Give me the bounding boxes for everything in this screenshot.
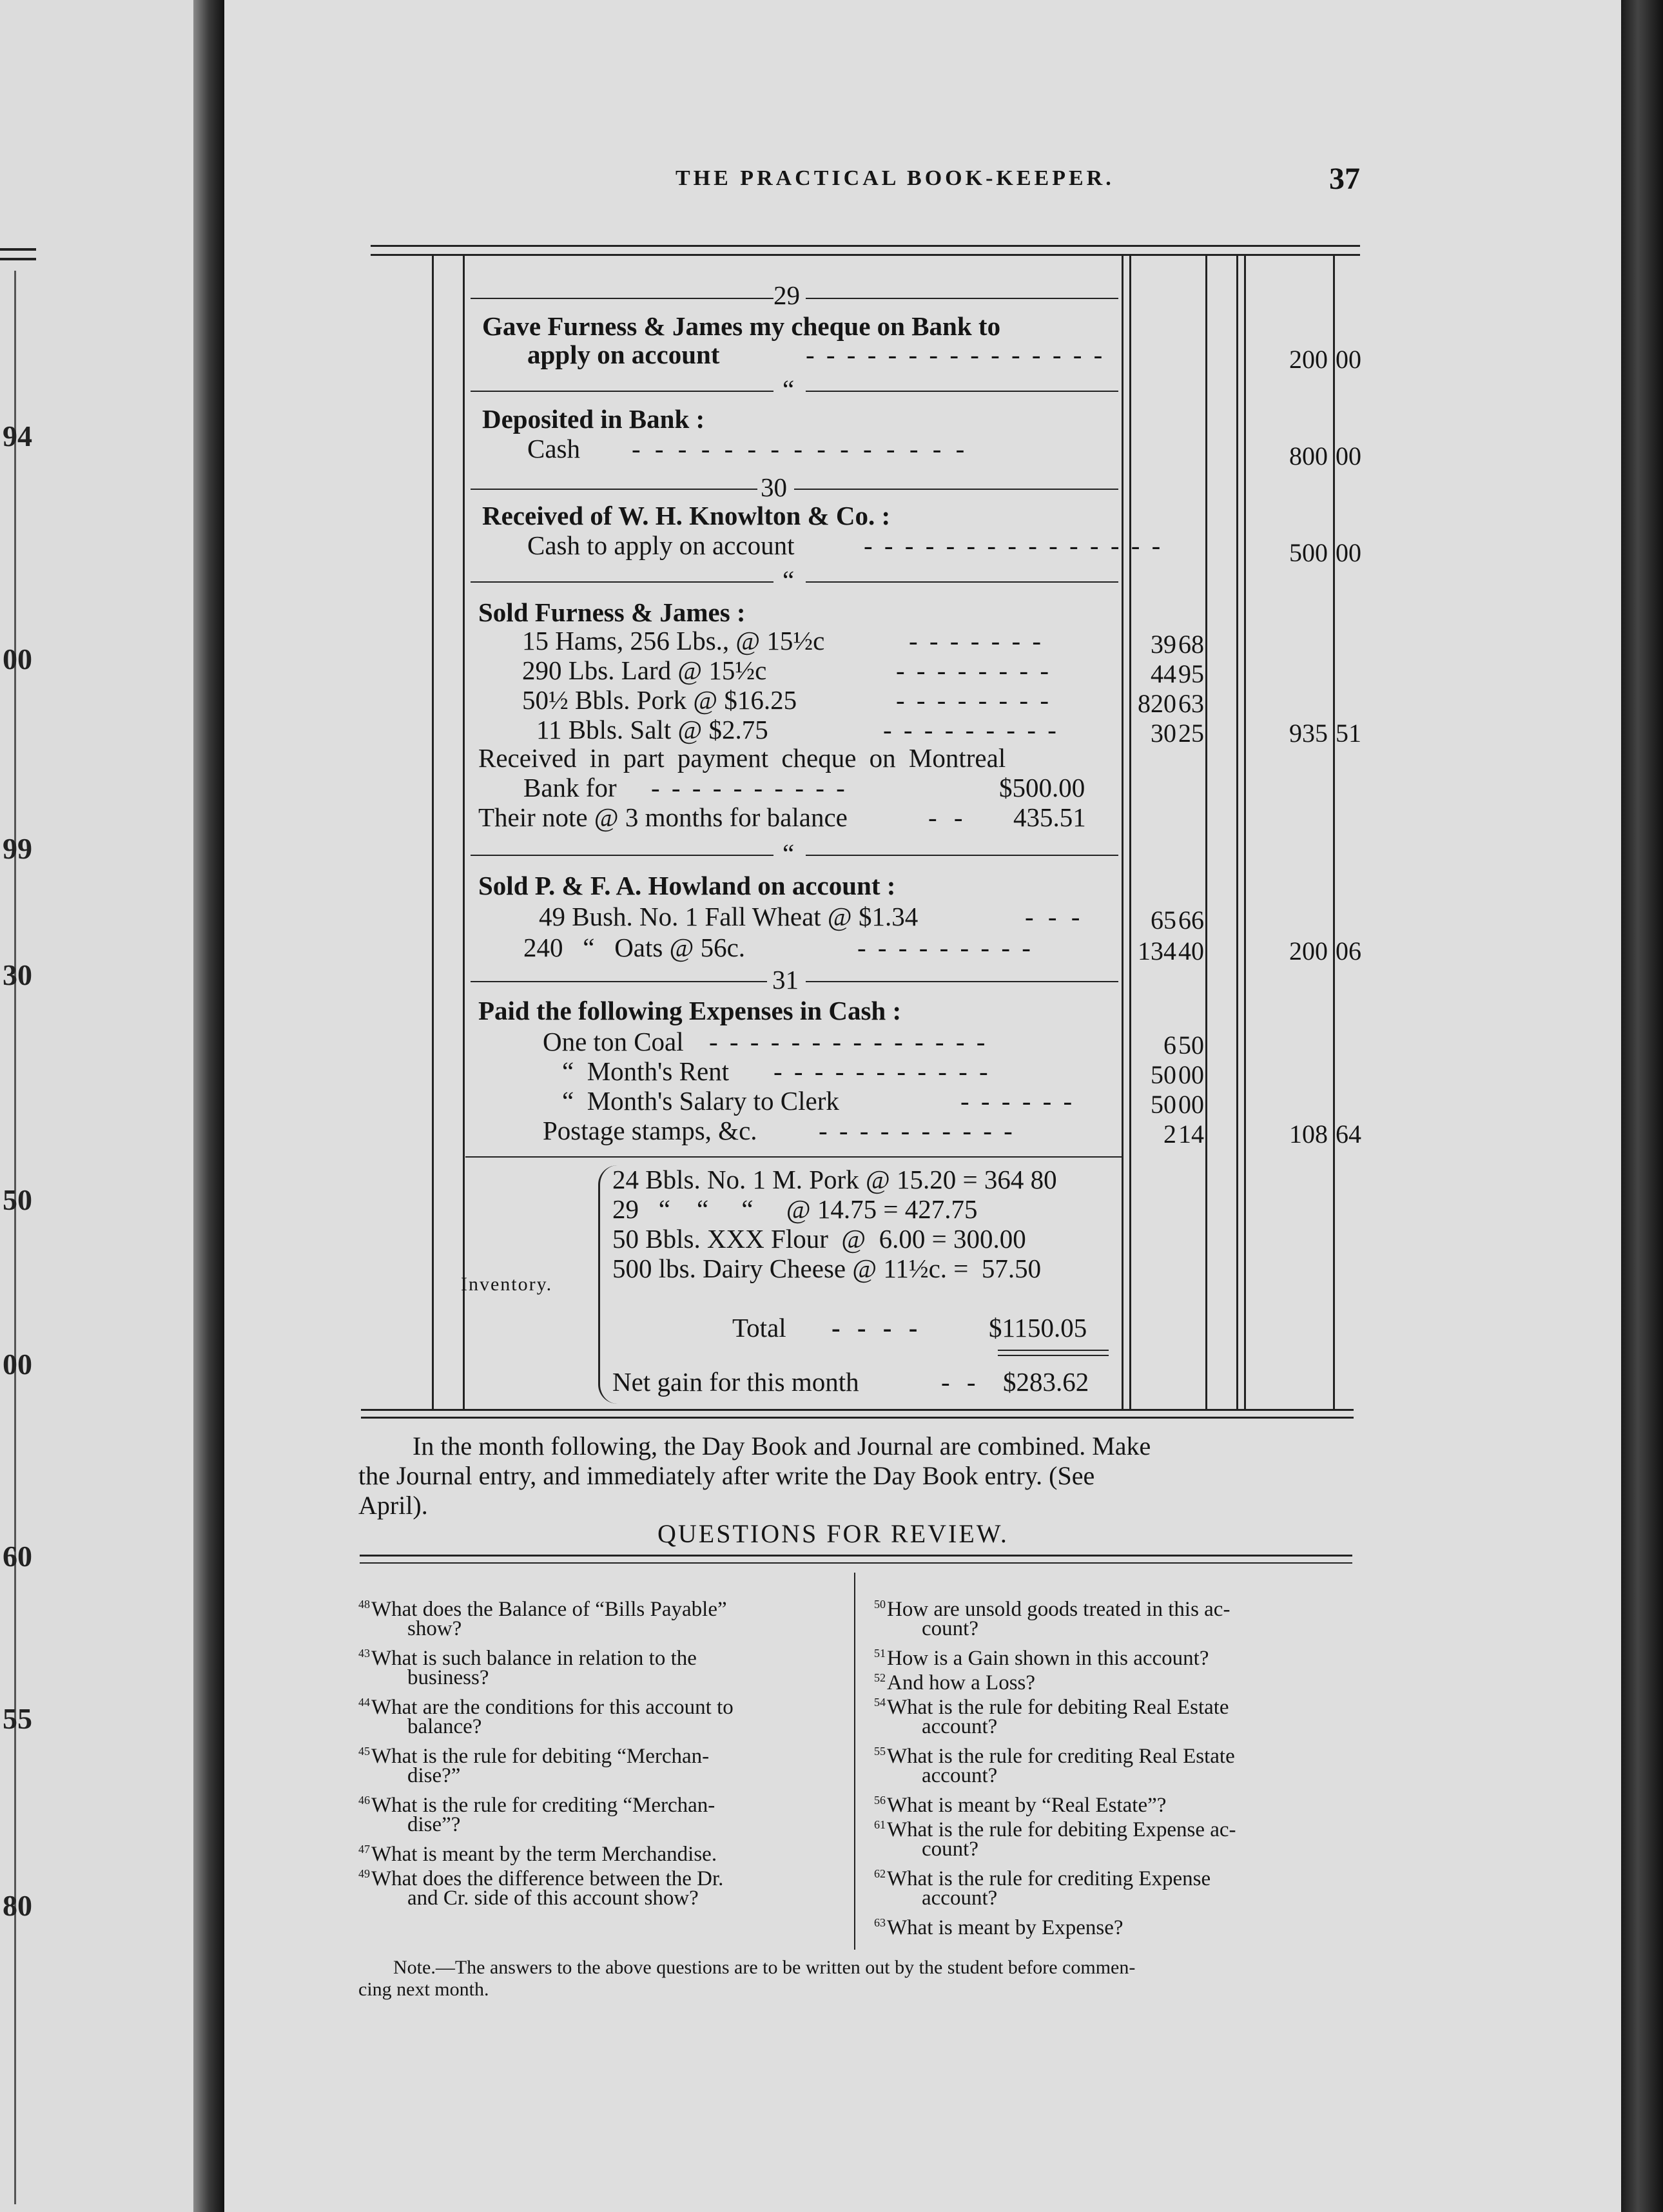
debit-dollars: 44 xyxy=(1151,659,1176,688)
question-number: 56 xyxy=(874,1794,886,1807)
ledger-column-rule xyxy=(1236,255,1238,1409)
date-separator-rule xyxy=(806,855,1118,856)
credit-dollars: 200 xyxy=(1289,936,1328,965)
entry-item: 15 Hams, 256 Lbs., @ 15½c xyxy=(522,626,825,655)
question-text: How are unsold goods treated in this ac- xyxy=(887,1598,1230,1621)
entry-item: “ Month's Rent xyxy=(562,1056,730,1086)
question-text: What is the rule for debiting Real Estate xyxy=(887,1696,1229,1719)
leader-dots: - - - - - - - - - - xyxy=(651,773,848,802)
facing-page-number: 00 xyxy=(3,643,32,675)
debit-cents: 95 xyxy=(1178,659,1204,688)
questions-top-rule xyxy=(360,1555,1352,1557)
body-paragraph-line: April). xyxy=(358,1491,428,1520)
debit-cents: 63 xyxy=(1178,689,1204,718)
date-separator-rule xyxy=(471,298,773,299)
question-number: 63 xyxy=(874,1916,886,1929)
facing-page-number: 80 xyxy=(3,1889,32,1922)
question-text: What is the rule for crediting “Merchan- xyxy=(371,1794,715,1817)
question-text: account? xyxy=(922,1887,998,1910)
credit-dollars: 800 xyxy=(1289,441,1328,471)
book-gutter xyxy=(193,0,224,2212)
leader-dots: - - - - - - - - - - - xyxy=(773,1056,991,1086)
entry-text: Cash to apply on account xyxy=(527,530,795,560)
leader-dots: - - - - - - - - - - - - - - xyxy=(709,1027,988,1056)
leader-dots: - - - - - - - - xyxy=(896,655,1051,685)
question-text: business? xyxy=(407,1666,489,1689)
entry-text: Their note @ 3 months for balance xyxy=(478,802,848,832)
facing-page-fragment xyxy=(0,0,193,2212)
credit-cents: 00 xyxy=(1336,441,1361,471)
question-text: dise”? xyxy=(407,1813,461,1836)
debit-dollars: 134 xyxy=(1138,936,1176,965)
question-text: count? xyxy=(922,1617,978,1640)
ledger-column-rule xyxy=(432,255,434,1409)
date-separator-rule xyxy=(471,981,767,982)
entry-date: “ xyxy=(783,374,795,404)
credit-cents: 00 xyxy=(1336,345,1361,374)
credit-dollars: 108 xyxy=(1289,1120,1328,1149)
leader-dots: - - - xyxy=(1025,902,1084,931)
leader-dots: - - - - - - - - - - - - - - - xyxy=(632,434,969,463)
ledger-top-rule xyxy=(371,245,1360,247)
question-text: What are the conditions for this account to xyxy=(371,1696,734,1719)
entry-text: Sold Furness & James : xyxy=(478,597,746,627)
ledger-column-rule xyxy=(463,255,465,1409)
facing-page-number: 55 xyxy=(3,1702,32,1735)
total-rule xyxy=(998,1355,1109,1356)
leader-dots: - - - - xyxy=(831,1313,923,1343)
credit-dollars: 500 xyxy=(1289,538,1328,567)
date-separator-rule xyxy=(806,981,1118,982)
question-number: 47 xyxy=(358,1843,370,1856)
total-label: Total xyxy=(732,1313,786,1343)
entry-text: Gave Furness & James my cheque on Bank to xyxy=(482,311,1001,341)
date-separator-rule xyxy=(806,391,1118,392)
date-separator-rule xyxy=(794,489,1118,490)
entry-item: 240 “ Oats @ 56c. xyxy=(523,933,746,962)
entry-item: 50½ Bbls. Pork @ $16.25 xyxy=(522,685,797,715)
questions-column-divider xyxy=(854,1573,855,1950)
question-text: show? xyxy=(407,1617,462,1640)
question-number: 50 xyxy=(874,1598,886,1611)
leader-dots: - - - - - - - xyxy=(909,626,1044,655)
debit-dollars: 65 xyxy=(1151,906,1176,935)
question-text: dise?” xyxy=(407,1764,461,1787)
leader-dots: - - - - - - - - - - xyxy=(819,1116,1015,1145)
ledger-column-rule xyxy=(1205,255,1207,1409)
question-text: What does the difference between the Dr. xyxy=(371,1867,724,1890)
question-text: account? xyxy=(922,1715,998,1738)
date-separator-rule xyxy=(471,489,757,490)
debit-dollars: 820 xyxy=(1138,689,1176,718)
net-gain-value: $283.62 xyxy=(1003,1367,1089,1397)
question-text: What does the Balance of “Bills Payable” xyxy=(371,1598,727,1621)
question-text: count? xyxy=(922,1838,978,1861)
question-number: 61 xyxy=(874,1818,886,1831)
debit-cents: 66 xyxy=(1178,906,1204,935)
leader-dots: - - xyxy=(941,1367,981,1397)
inventory-line: 24 Bbls. No. 1 M. Pork @ 15.20 = 364 80 xyxy=(612,1165,1057,1194)
ledger-bottom-rule xyxy=(361,1417,1354,1419)
inline-amount: 435.51 xyxy=(1013,802,1086,832)
leader-dots: - - - - - - - - - - - - - - - xyxy=(864,530,1163,560)
entry-date: “ xyxy=(783,565,795,595)
question-item xyxy=(874,1910,1123,1940)
entry-item: One ton Coal xyxy=(543,1027,684,1056)
entry-item: 11 Bbls. Salt @ $2.75 xyxy=(536,715,768,744)
ledger-column-rule xyxy=(1333,255,1335,1409)
entry-date: 30 xyxy=(761,472,787,502)
question-text: What is such balance in relation to the xyxy=(371,1647,697,1670)
entry-date: 31 xyxy=(772,965,799,994)
debit-cents: 25 xyxy=(1178,719,1204,748)
ledger-bottom-rule xyxy=(361,1409,1354,1411)
entry-text: apply on account xyxy=(527,340,720,369)
ledger-top-rule xyxy=(371,254,1360,256)
question-text: What is meant by Expense? xyxy=(887,1916,1123,1939)
credit-dollars: 200 xyxy=(1289,345,1328,374)
date-separator-rule xyxy=(471,391,773,392)
debit-dollars: 2 xyxy=(1163,1120,1176,1149)
question-number: 45 xyxy=(358,1745,370,1758)
footnote-line: cing next month. xyxy=(358,1979,489,2000)
facing-page-rule xyxy=(0,248,36,251)
date-separator-rule xyxy=(471,581,773,583)
ledger-column-rule xyxy=(1129,255,1131,1409)
total-value: $1150.05 xyxy=(989,1313,1087,1343)
ledger-column-rule xyxy=(1122,255,1123,1409)
leader-dots: - - - - - - - - - - - - - - - xyxy=(806,340,1105,369)
body-paragraph-line: In the month following, the Day Book and Journal are combined. Make xyxy=(413,1431,1151,1460)
facing-page-number: 30 xyxy=(3,958,32,991)
footnote-line: Note.—The answers to the above questions are to be written out by the student before commen- xyxy=(393,1957,1136,1978)
question-number: 44 xyxy=(358,1696,370,1709)
date-separator-rule xyxy=(471,855,773,856)
facing-page-number: 94 xyxy=(3,420,32,452)
debit-cents: 00 xyxy=(1178,1090,1204,1119)
question-number: 43 xyxy=(358,1647,370,1660)
credit-cents: 00 xyxy=(1336,538,1361,567)
entry-item: 49 Bush. No. 1 Fall Wheat @ $1.34 xyxy=(539,902,919,931)
entry-text: Bank for xyxy=(523,773,617,802)
facing-page-number: 60 xyxy=(3,1540,32,1573)
entry-date: 29 xyxy=(773,280,800,310)
inventory-line: 29 “ “ “ @ 14.75 = 427.75 xyxy=(612,1194,978,1224)
debit-dollars: 50 xyxy=(1151,1060,1176,1089)
net-gain-label: Net gain for this month xyxy=(612,1367,859,1397)
section-heading: QUESTIONS FOR REVIEW. xyxy=(657,1519,1009,1548)
entry-text: Deposited in Bank : xyxy=(482,404,705,434)
question-text: And how a Loss? xyxy=(887,1671,1036,1694)
debit-cents: 50 xyxy=(1178,1031,1204,1060)
questions-top-rule xyxy=(360,1562,1352,1564)
debit-cents: 68 xyxy=(1178,630,1204,659)
question-text: What is meant by the term Merchandise. xyxy=(371,1843,717,1866)
total-rule xyxy=(998,1350,1109,1351)
entry-item: Postage stamps, &c. xyxy=(543,1116,757,1145)
leader-dots: - - - - - - - - - xyxy=(883,715,1059,744)
question-number: 48 xyxy=(358,1598,370,1611)
debit-dollars: 30 xyxy=(1151,719,1176,748)
date-separator-rule xyxy=(806,581,1118,583)
question-text: and Cr. side of this account show? xyxy=(407,1887,699,1910)
credit-cents: 51 xyxy=(1336,719,1361,748)
leader-dots: - - - - - - - - - xyxy=(857,933,1033,962)
debit-cents: 00 xyxy=(1178,1060,1204,1089)
facing-page-number: 50 xyxy=(3,1183,32,1216)
entry-text: Sold P. & F. A. Howland on account : xyxy=(478,871,896,900)
leader-dots: - - - - - - xyxy=(960,1086,1075,1116)
question-text: What is the rule for crediting Real Estate xyxy=(887,1745,1235,1768)
question-text: account? xyxy=(922,1764,998,1787)
entry-text: Received in part payment cheque on Montreal xyxy=(478,743,1006,773)
question-number: 55 xyxy=(874,1745,886,1758)
entry-item: “ Month's Salary to Clerk xyxy=(562,1086,839,1116)
question-text: balance? xyxy=(407,1715,482,1738)
entry-text: Cash xyxy=(527,434,580,463)
facing-page-rule xyxy=(0,258,36,260)
running-head: THE PRACTICAL BOOK-KEEPER. xyxy=(676,166,1114,190)
credit-cents: 06 xyxy=(1336,936,1361,965)
inline-amount: $500.00 xyxy=(999,773,1085,802)
question-number: 52 xyxy=(874,1671,886,1684)
entry-date: “ xyxy=(783,839,795,868)
credit-dollars: 935 xyxy=(1289,719,1328,748)
debit-cents: 40 xyxy=(1178,936,1204,965)
date-separator-rule xyxy=(806,298,1118,299)
inventory-line: 50 Bbls. XXX Flour @ 6.00 = 300.00 xyxy=(612,1224,1026,1254)
facing-page-number: 99 xyxy=(3,832,32,865)
leader-dots: - - - - - - - - xyxy=(896,685,1051,715)
question-text: What is the rule for debiting Expense ac- xyxy=(887,1818,1236,1841)
inventory-label: Inventory. xyxy=(461,1274,553,1295)
entry-item: 290 Lbs. Lard @ 15½c xyxy=(522,655,767,685)
debit-cents: 14 xyxy=(1178,1120,1204,1149)
debit-dollars: 50 xyxy=(1151,1090,1176,1119)
question-text: What is meant by “Real Estate”? xyxy=(887,1794,1167,1817)
page-edge xyxy=(1621,0,1663,2212)
question-number: 46 xyxy=(358,1794,370,1807)
body-paragraph-line: the Journal entry, and immediately after write the Day Book entry. (See xyxy=(358,1461,1095,1490)
question-text: How is a Gain shown in this account? xyxy=(887,1647,1209,1670)
question-text: What is the rule for debiting “Merchan- xyxy=(371,1745,710,1768)
entry-text: Paid the following Expenses in Cash : xyxy=(478,996,902,1025)
question-number: 54 xyxy=(874,1696,886,1709)
debit-dollars: 6 xyxy=(1163,1031,1176,1060)
inventory-rule xyxy=(465,1156,1122,1158)
facing-page-number: 00 xyxy=(3,1348,32,1381)
question-number: 62 xyxy=(874,1867,886,1880)
page-number: 37 xyxy=(1329,162,1360,196)
question-number: 51 xyxy=(874,1647,886,1660)
debit-dollars: 39 xyxy=(1151,630,1176,659)
credit-cents: 64 xyxy=(1336,1120,1361,1149)
entry-text: Received of W. H. Knowlton & Co. : xyxy=(482,501,891,530)
question-number: 49 xyxy=(358,1867,370,1880)
question-text: What is the rule for crediting Expense xyxy=(887,1867,1211,1890)
inventory-line: 500 lbs. Dairy Cheese @ 11½c. = 57.50 xyxy=(612,1254,1042,1283)
leader-dots: - - xyxy=(928,802,968,832)
ledger-column-rule xyxy=(1244,255,1246,1409)
